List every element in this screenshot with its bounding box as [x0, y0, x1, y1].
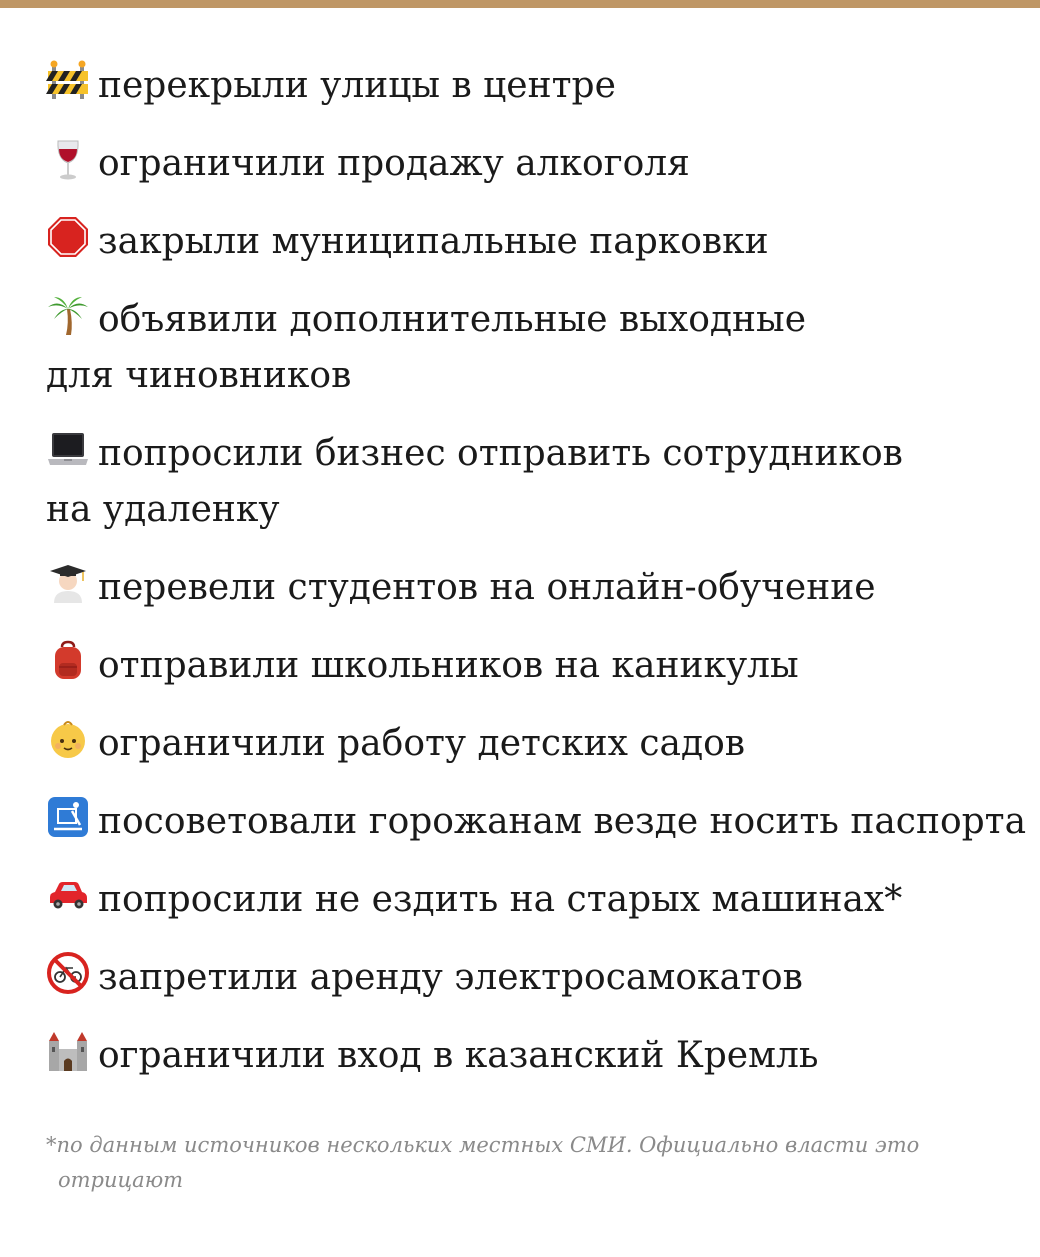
list-item: [46, 950, 1016, 1006]
item-text: закрыли муниципальные парковки: [98, 221, 769, 262]
measures-list: [46, 58, 1027, 1106]
item-text-continued: для чиновников: [46, 355, 352, 396]
item-text: перекрыли улицы в центре: [98, 65, 616, 106]
car-icon: [46, 873, 90, 917]
item-text: ограничили работу детских садов: [98, 723, 746, 764]
list-item: [46, 58, 1016, 114]
list-item: [46, 426, 1016, 538]
student-icon: [46, 561, 90, 605]
list-item: [46, 214, 1016, 270]
footnote: [46, 1128, 966, 1198]
top-accent-bar: [0, 0, 1040, 8]
list-item: [46, 794, 1027, 850]
footnote-line-1: *по данным источников нескольких местных СМИ. Официально власти это: [46, 1133, 920, 1157]
item-text: попросили бизнес отправить сотрудников: [98, 433, 903, 474]
passport-control-icon: [46, 795, 90, 839]
baby-icon: [46, 717, 90, 761]
footnote-line-2: отрицают: [58, 1168, 184, 1192]
item-text: отправили школьников на каникулы: [98, 645, 799, 686]
item-text: посоветовали горожанам везде носить паспорта: [98, 801, 1027, 842]
list-item: [46, 638, 1016, 694]
list-item: [46, 560, 1016, 616]
item-text: ограничили вход в казанский Кремль: [98, 1035, 819, 1076]
backpack-icon: [46, 639, 90, 683]
item-text: объявили дополнительные выходные: [98, 299, 806, 340]
palm-tree-icon: [46, 293, 90, 337]
construction-barrier-icon: [46, 59, 90, 103]
castle-icon: [46, 1029, 90, 1073]
list-item: [46, 1028, 1016, 1084]
item-text: ограничили продажу алкоголя: [98, 143, 690, 184]
wine-glass-icon: [46, 137, 90, 181]
stop-sign-icon: [46, 215, 90, 259]
no-bicycles-icon: [46, 951, 90, 995]
laptop-icon: [46, 427, 90, 471]
item-text-continued: на удаленку: [46, 489, 280, 530]
list-item: [46, 292, 1016, 404]
item-text: запретили аренду электросамокатов: [98, 957, 803, 998]
list-item: [46, 872, 1016, 928]
list-item: [46, 716, 1016, 772]
list-item: [46, 136, 1016, 192]
item-text: попросили не ездить на старых машинах*: [98, 879, 903, 920]
item-text: перевели студентов на онлайн-обучение: [98, 567, 876, 608]
